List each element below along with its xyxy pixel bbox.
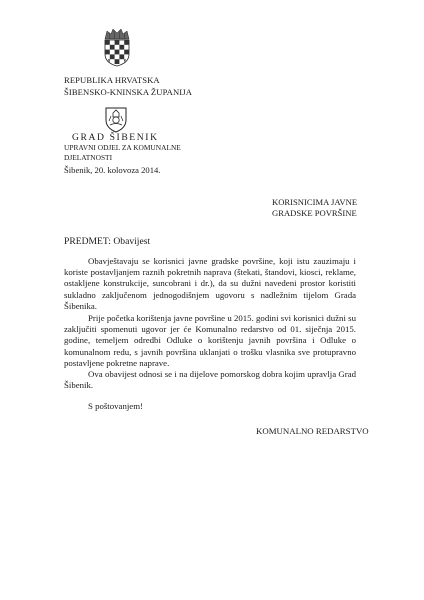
county-name: ŠIBENSKO-KNINSKA ŽUPANIJA [64,86,192,97]
signature-block: KOMUNALNO REDARSTVO [256,426,369,436]
department-line-2: DJELATNOSTI [64,152,113,162]
department-line-1: UPRAVNI ODJEL ZA KOMUNALNE [64,143,181,152]
issuer-header [64,75,192,98]
recipient-block [272,197,357,219]
closing-salutation: S poštovanjem! [88,401,143,411]
sibenik-city-emblem-icon [102,105,130,133]
letter-body [64,256,356,391]
recipient-line-1: KORISNICIMA JAVNE [272,197,358,207]
recipient-line-2: GRADSKE POVRŠINE [272,208,357,218]
department-name [64,143,181,162]
body-paragraph-1: Obavještavaju se korisnici javne gradske površine, koji istu zauzimaju i koriste postavljanjem raznih pokretnih naprava (štekati, štandovi, kiosci, reklame, ostakljene konstrukcije, suncobrani i dr.), da su dužni navedeni prostor koristiti sukladno zaključenom jednogodišnjem ugovoru s nadležnim tijelom Grada Šibenika. [64,256,356,311]
city-name: GRAD ŠIBENIK [72,132,159,143]
country-name: REPUBLIKA HRVATSKA [64,75,160,85]
body-paragraph-2: Prije početka korištenja javne površine u 2015. godini svi korisnici dužni su zaključiti spomenuti ugovor jer će Komunalno redarstvo od 01. siječnja 2015. godine, temeljem odredbi Odluke o korištenju javnih površina i Odluke o komunalnom redu, s javnih površina uklanjati o trošku vlasnika sve protupravno postavljene pokretne naprave. [64,313,356,368]
croatian-coat-of-arms-icon [104,27,130,67]
subject-line: PREDMET: Obavijest [64,236,151,247]
body-paragraph-3: Ova obavijest odnosi se i na dijelove pomorskog dobra kojim upravlja Grad Šibenik. [64,369,356,391]
letter-date: Šibenik, 20. kolovoza 2014. [64,165,161,175]
